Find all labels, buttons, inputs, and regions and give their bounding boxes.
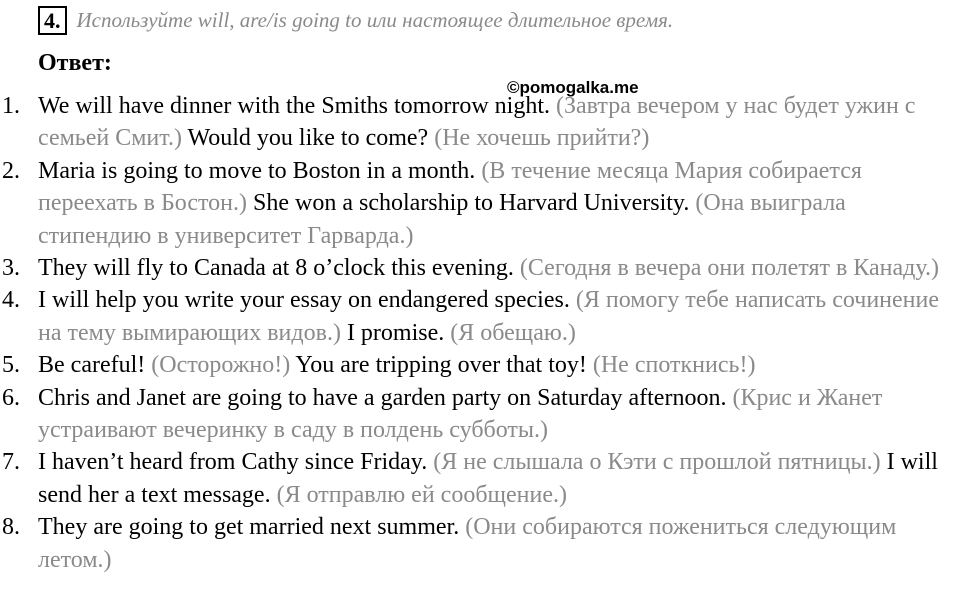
russian-translation: (Я не слышала о Кэти с прошлой пятницы.)	[433, 449, 881, 476]
item-number: 6.	[2, 384, 20, 411]
answer-list	[0, 90, 960, 576]
task-number: 4.	[38, 6, 67, 35]
russian-translation: (Я обещаю.)	[450, 319, 576, 346]
english-sentence: You are tripping over that toy!	[295, 352, 587, 379]
english-sentence: I will send her a text message.	[38, 449, 938, 508]
russian-translation: (Я помогу тебе написать сочинение на тему вымирающих видов.)	[38, 287, 940, 346]
list-item	[0, 90, 960, 155]
list-item	[0, 511, 960, 576]
english-sentence: Chris and Janet are going to have a garden party on Saturday afternoon.	[38, 384, 727, 411]
list-item	[0, 446, 960, 511]
list-item	[0, 349, 960, 381]
russian-translation: (Не хочешь прийти?)	[434, 125, 650, 152]
item-text	[38, 252, 943, 284]
item-text	[38, 284, 943, 349]
english-sentence: They will fly to Canada at 8 o’clock this evening.	[38, 255, 514, 282]
item-number: 4.	[2, 287, 20, 314]
english-sentence: I promise.	[346, 319, 445, 346]
item-number: 3.	[2, 255, 20, 282]
item-text	[38, 349, 943, 381]
watermark: ©pomogalka.me	[507, 78, 639, 97]
russian-translation: (Я отправлю ей сообщение.)	[276, 481, 568, 508]
english-sentence: Maria is going to move to Boston in a month.	[38, 157, 476, 184]
english-sentence: They are going to get married next summer.	[38, 514, 460, 541]
russian-translation: (Сегодня в вечера они полетят в Канаду.)	[519, 255, 939, 282]
item-text	[38, 511, 943, 576]
item-text	[38, 155, 943, 252]
russian-translation: (Она выиграла стипендию в университет Гарварда.)	[38, 190, 846, 249]
item-number: 7.	[2, 449, 20, 476]
english-sentence: Be careful!	[38, 352, 146, 379]
russian-translation: (Крис и Жанет устраивают вечеринку в саду в полдень субботы.)	[38, 384, 883, 444]
russian-translation: (Не споткнись!)	[592, 352, 756, 379]
task-header	[38, 4, 673, 36]
item-number: 8.	[2, 514, 20, 541]
russian-translation: (Они собираются пожениться следующим летом.)	[38, 514, 897, 573]
list-item	[0, 382, 960, 447]
item-number: 2.	[2, 157, 20, 184]
answer-label: Ответ:	[38, 50, 112, 76]
english-sentence: I haven’t heard from Cathy since Friday.	[38, 449, 428, 476]
russian-translation: (В течение месяца Мария собирается переехать в Бостон.)	[38, 157, 862, 217]
english-sentence: Would you like to come?	[187, 125, 429, 152]
russian-translation: (Завтра вечером у нас будет ужин с семьей Смит.)	[38, 93, 916, 152]
item-text	[38, 90, 943, 155]
item-text	[38, 446, 943, 511]
item-text	[38, 382, 943, 447]
item-number: 5.	[2, 352, 20, 379]
english-sentence: I will help you write your essay on endangered species.	[38, 287, 570, 314]
item-number: 1.	[2, 93, 20, 119]
english-sentence: We will have dinner with the Smiths tomorrow night.	[38, 93, 551, 119]
english-sentence: She won a scholarship to Harvard University.	[253, 190, 690, 217]
russian-translation: (Осторожно!)	[151, 352, 291, 379]
list-item	[0, 155, 960, 252]
task-instruction: Используйте will, are/is going to или настоящее длительное время.	[76, 7, 674, 32]
list-item	[0, 252, 960, 284]
list-item	[0, 284, 960, 349]
